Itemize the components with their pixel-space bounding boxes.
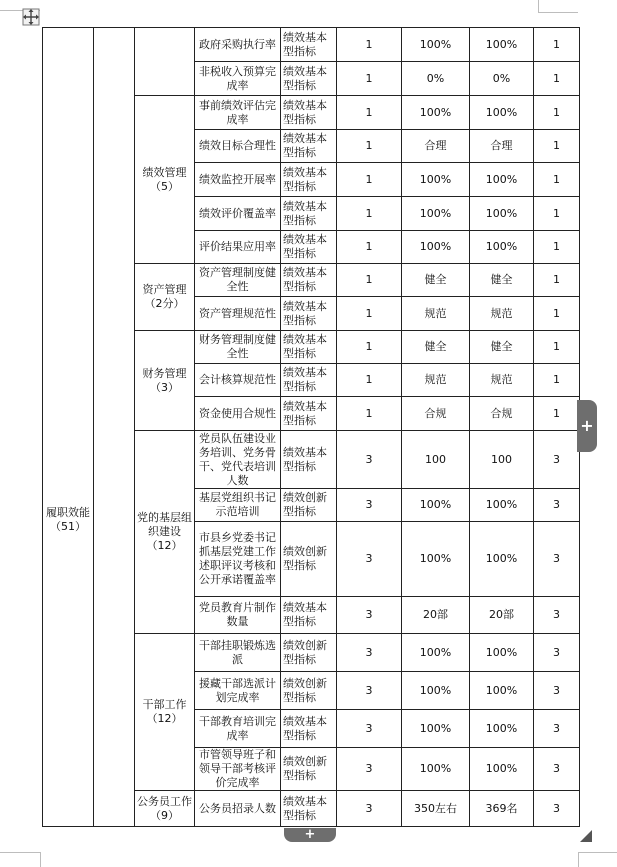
empty-merged-cell [94,28,135,827]
target-value-cell: 100% [402,710,470,748]
indicator-type-cell: 绩效基本型指标 [281,130,337,163]
indicator-name-cell: 援藏干部选派计划完成率 [195,672,281,710]
actual-value-cell: 健全 [470,264,534,297]
indicator-type-cell: 绩效基本型指标 [281,28,337,62]
indicator-name-cell: 干部挂职锻炼选派 [195,634,281,672]
weight-cell: 3 [337,431,402,489]
weight-cell: 3 [337,489,402,522]
target-value-cell: 100% [402,748,470,791]
actual-value-cell: 20部 [470,597,534,634]
weight-cell: 1 [337,364,402,397]
score-cell: 3 [534,672,580,710]
indicator-name-cell: 公务员招录人数 [195,791,281,827]
score-cell: 1 [534,197,580,231]
score-cell: 3 [534,710,580,748]
indicator-name-cell: 会计核算规范性 [195,364,281,397]
target-value-cell: 健全 [402,331,470,364]
target-value-cell: 100% [402,231,470,264]
actual-value-cell: 规范 [470,364,534,397]
indicator-type-cell: 绩效创新型指标 [281,522,337,597]
actual-value-cell: 100% [470,163,534,197]
target-value-cell: 健全 [402,264,470,297]
target-value-cell: 0% [402,62,470,96]
target-value-cell: 350左右 [402,791,470,827]
indicator-name-cell: 资金使用合规性 [195,397,281,431]
score-cell: 1 [534,163,580,197]
target-value-cell: 规范 [402,364,470,397]
weight-cell: 3 [337,522,402,597]
indicator-name-cell: 干部教育培训完成率 [195,710,281,748]
indicator-type-cell: 绩效基本型指标 [281,264,337,297]
weight-cell: 1 [337,197,402,231]
score-cell: 1 [534,397,580,431]
actual-value-cell: 100% [470,672,534,710]
section-perf: 绩效管理（5） [135,96,195,264]
score-cell: 1 [534,96,580,130]
section-fin: 财务管理（3） [135,331,195,431]
indicator-name-cell: 市管领导班子和领导干部考核评价完成率 [195,748,281,791]
target-value-cell: 100% [402,634,470,672]
indicator-type-cell: 绩效基本型指标 [281,297,337,331]
indicator-type-cell: 绩效基本型指标 [281,431,337,489]
actual-value-cell: 0% [470,62,534,96]
target-value-cell: 合规 [402,397,470,431]
crop-mark-top-right-v [538,0,539,12]
weight-cell: 3 [337,791,402,827]
score-cell: 3 [534,597,580,634]
target-value-cell: 100% [402,489,470,522]
score-cell: 3 [534,522,580,597]
indicator-name-cell: 市县乡党委书记抓基层党建工作述职评议考核和公开承诺覆盖率 [195,522,281,597]
indicator-type-cell: 绩效基本型指标 [281,62,337,96]
weight-cell: 1 [337,397,402,431]
indicator-name-cell: 评价结果应用率 [195,231,281,264]
indicator-name-cell: 绩效监控开展率 [195,163,281,197]
actual-value-cell: 健全 [470,331,534,364]
actual-value-cell: 100 [470,431,534,489]
weight-cell: 1 [337,96,402,130]
actual-value-cell: 100% [470,748,534,791]
target-value-cell: 100 [402,431,470,489]
score-cell: 3 [534,634,580,672]
indicator-name-cell: 绩效目标合理性 [195,130,281,163]
actual-value-cell: 100% [470,96,534,130]
empty-merged-cell [135,28,195,96]
actual-value-cell: 100% [470,231,534,264]
actual-value-cell: 369名 [470,791,534,827]
table-body [43,28,580,827]
target-value-cell: 100% [402,197,470,231]
indicator-type-cell: 绩效基本型指标 [281,96,337,130]
score-cell: 1 [534,331,580,364]
actual-value-cell: 100% [470,197,534,231]
performance-indicator-table [42,27,580,827]
actual-value-cell: 合规 [470,397,534,431]
section-lvl1: 履职效能（51） [43,28,94,827]
score-cell: 3 [534,489,580,522]
score-cell: 3 [534,431,580,489]
weight-cell: 1 [337,28,402,62]
weight-cell: 1 [337,231,402,264]
section-party: 党的基层组织建设（12） [135,431,195,634]
indicator-type-cell: 绩效基本型指标 [281,364,337,397]
indicator-name-cell: 资产管理制度健全性 [195,264,281,297]
actual-value-cell: 合理 [470,130,534,163]
indicator-type-cell: 绩效基本型指标 [281,163,337,197]
score-cell: 1 [534,264,580,297]
crop-mark-top-right-h [538,12,578,13]
crop-mark-bottom-right-h [578,852,617,853]
weight-cell: 3 [337,710,402,748]
target-value-cell: 100% [402,672,470,710]
weight-cell: 1 [337,62,402,96]
indicator-type-cell: 绩效基本型指标 [281,710,337,748]
indicator-type-cell: 绩效创新型指标 [281,672,337,710]
weight-cell: 1 [337,130,402,163]
section-asset: 资产管理（2分） [135,264,195,331]
indicator-name-cell: 事前绩效评估完成率 [195,96,281,130]
indicator-type-cell: 绩效创新型指标 [281,634,337,672]
score-cell: 1 [534,364,580,397]
table-resize-handle-icon[interactable] [579,828,593,842]
crop-mark-bottom-left-v [40,852,41,867]
section-civil: 公务员工作（9） [135,791,195,827]
crop-mark-bottom-right-v [578,852,579,867]
weight-cell: 1 [337,331,402,364]
indicator-type-cell: 绩效基本型指标 [281,197,337,231]
target-value-cell: 20部 [402,597,470,634]
table-move-handle-icon[interactable] [20,6,42,28]
actual-value-cell: 100% [470,634,534,672]
actual-value-cell: 100% [470,522,534,597]
weight-cell: 1 [337,163,402,197]
weight-cell: 3 [337,748,402,791]
target-value-cell: 100% [402,28,470,62]
target-value-cell: 100% [402,163,470,197]
target-value-cell: 合理 [402,130,470,163]
weight-cell: 3 [337,597,402,634]
indicator-type-cell: 绩效创新型指标 [281,489,337,522]
indicator-type-cell: 绩效基本型指标 [281,397,337,431]
indicator-name-cell: 党员教育片制作数量 [195,597,281,634]
actual-value-cell: 100% [470,710,534,748]
weight-cell: 1 [337,297,402,331]
add-row-button[interactable]: + [284,828,336,842]
weight-cell: 3 [337,672,402,710]
score-cell: 1 [534,28,580,62]
weight-cell: 1 [337,264,402,297]
section-cadre: 干部工作（12） [135,634,195,791]
crop-mark-bottom-left-h [0,852,40,853]
indicator-name-cell: 党员队伍建设业务培训、党务骨干、党代表培训人数 [195,431,281,489]
score-cell: 1 [534,130,580,163]
indicator-type-cell: 绩效基本型指标 [281,791,337,827]
indicator-name-cell: 基层党组织书记示范培训 [195,489,281,522]
indicator-name-cell: 政府采购执行率 [195,28,281,62]
target-value-cell: 100% [402,522,470,597]
score-cell: 1 [534,231,580,264]
score-cell: 1 [534,297,580,331]
actual-value-cell: 100% [470,489,534,522]
weight-cell: 3 [337,634,402,672]
score-cell: 3 [534,791,580,827]
indicator-type-cell: 绩效基本型指标 [281,231,337,264]
indicator-name-cell: 财务管理制度健全性 [195,331,281,364]
actual-value-cell: 100% [470,28,534,62]
score-cell: 3 [534,748,580,791]
indicator-name-cell: 绩效评价覆盖率 [195,197,281,231]
indicator-type-cell: 绩效基本型指标 [281,597,337,634]
target-value-cell: 100% [402,96,470,130]
table-row [43,28,580,62]
indicator-type-cell: 绩效创新型指标 [281,748,337,791]
indicator-type-cell: 绩效基本型指标 [281,331,337,364]
indicator-name-cell: 资产管理规范性 [195,297,281,331]
actual-value-cell: 规范 [470,297,534,331]
add-column-button[interactable]: + [577,400,597,452]
target-value-cell: 规范 [402,297,470,331]
indicator-name-cell: 非税收入预算完成率 [195,62,281,96]
score-cell: 1 [534,62,580,96]
